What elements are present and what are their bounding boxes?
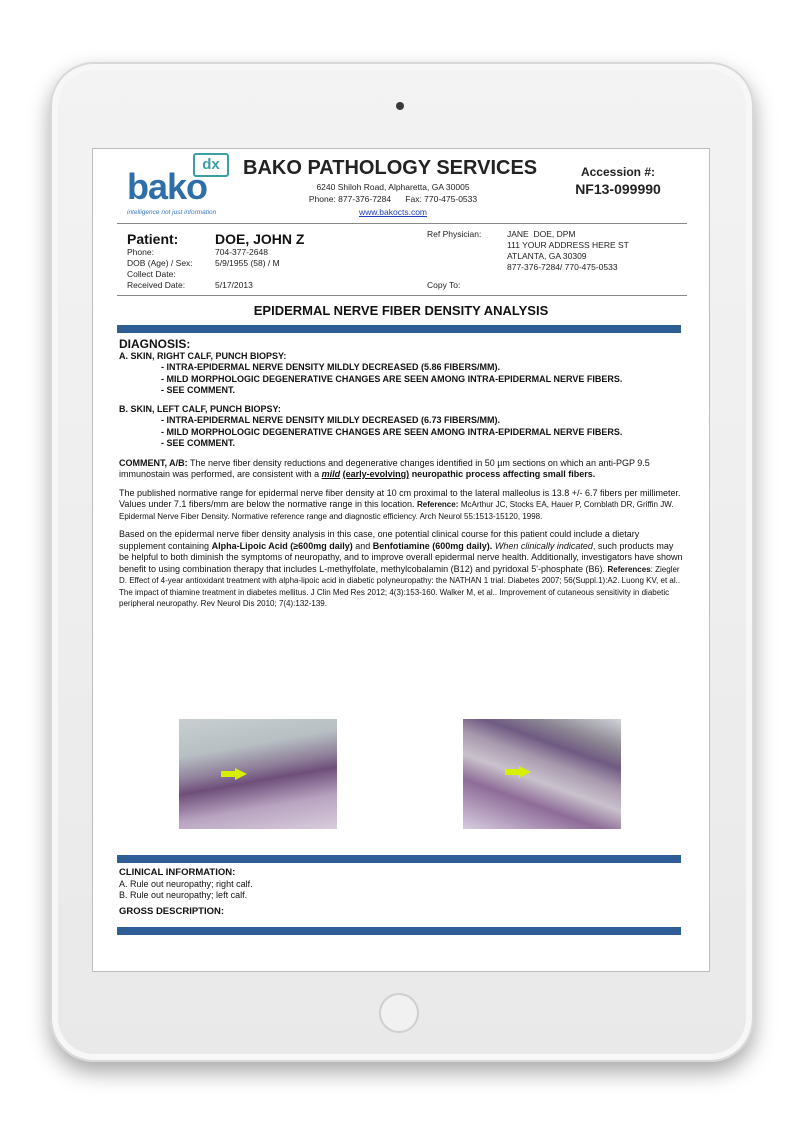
diagnosis-b-line2: - MILD MORPHOLOGIC DEGENERATIVE CHANGES ARE SEEN AMONG INTRA-EPIDERMAL NERVE FIBERS. [161,426,623,437]
clinical-course-benf: Benfotiamine (600mg daily). [372,540,493,551]
report-title: EPIDERMAL NERVE FIBER DENSITY ANALYSIS [253,303,549,318]
received-date-label: Received Date: [127,280,186,290]
title-bar [117,325,681,333]
clinical-course-when: When clinically indicated [494,540,593,551]
normative-ref-label: Reference: [417,500,459,509]
micrograph-left-calf [463,719,621,829]
clinical-info-a: A. Rule out neuropathy; right calf. [119,878,253,889]
diagnosis-a-heading: A. SKIN, RIGHT CALF, PUNCH BIOPSY: [119,350,287,361]
micrograph-right-calf [179,719,337,829]
diagnosis-a-line1: - INTRA-EPIDERMAL NERVE DENSITY MILDLY DECREASED (5.86 FIBERS/MM). [161,362,501,372]
dob-value: 5/9/1955 (58) / M [215,258,280,268]
camera-dot [396,102,404,110]
ref-physician-block [507,229,697,273]
diagnosis-section [119,339,683,610]
clinical-course-paragraph [119,529,683,610]
home-button[interactable] [379,993,419,1033]
address-line: 6240 Shiloh Road, Alpharetta, GA 30005 [316,182,470,192]
phone-label: Phone: [127,247,154,257]
ref-physician-label: Ref Physician: [427,229,482,239]
patient-field-values [215,247,415,291]
gross-description-heading: GROSS DESCRIPTION: [119,905,225,917]
copy-to-label: Copy To: [427,280,461,290]
diagnosis-b-line1: - INTRA-EPIDERMAL NERVE DENSITY MILDLY DECREASED (6.73 FIBERS/MM). [161,415,501,425]
accession-label: Accession #: [580,165,656,179]
normative-text: The published normative range for epidermal nerve fiber density at 10 cm proximal to the lateral malleolus is 13.8 +/- 6.7 fibers per millimeter. Values under 7.1 fibers/mm are below the normative range in this location. [119,487,681,509]
logo-dx-badge: dx [193,153,229,177]
diagnosis-a-line3: - SEE COMMENT. [161,385,236,395]
clinical-info-b: B. Rule out neuropathy; left calf. [119,890,248,900]
phone-fax-line: Phone: 877-376-7284 Fax: 770-475-0533 [308,194,478,204]
clinical-course-and: and [355,540,371,551]
dob-label: DOB (Age) / Sex: [127,258,193,268]
collect-date-label: Collect Date: [127,269,176,279]
report-screen [92,148,710,972]
company-address [243,181,543,205]
ref-physician-phone: 877-376-7284/ 770-475-0533 [507,262,618,272]
patient-field-labels [127,247,217,291]
clinical-bar [117,855,681,863]
comment-text1: The nerve fiber density reductions and degenerative changes identified in 50 µm sections on which an anti-PGP 9.5 immunostain was performed, are consistent with a [119,457,650,479]
diagnosis-b-heading: B. SKIN, LEFT CALF, PUNCH BIOPSY: [119,403,281,414]
comment-early: (early-evolving) [342,469,410,479]
clinical-course-ref: : Ziegler D. Effect of 4-year antioxidant treatment with alpha-lipoic acid in diabetic polyneuropathy: the NATHAN 1 trial. Diabetes 2007; 56(Suppl.1):A2. Luong KV, et al.. The impact of thiamine treatment in diabetes mellitus. J Clin Med Res 2012; 4(3):153-160. Walker M, et al.. Improvement of cutaneous sensitivity in diabetic peripheral neuropathy. Rev Neurol Dis 2010; 7(4):132-139. [119,564,681,608]
comment-paragraph [119,458,683,481]
phone-value: 704-377-2648 [215,247,268,257]
arrow-pointer-icon [235,768,247,780]
normative-paragraph [119,488,683,523]
accession-number: NF13-099990 [575,181,661,197]
diagnosis-a-line2: - MILD MORPHOLOGIC DEGENERATIVE CHANGES ARE SEEN AMONG INTRA-EPIDERMAL NERVE FIBERS. [161,373,623,384]
header-divider [117,223,687,224]
comment-label: COMMENT, A/B: [119,457,188,468]
clinical-course-ala: Alpha-Lipoic Acid (≥600mg daily) [211,540,353,551]
ref-physician-address1: 111 YOUR ADDRESS HERE ST [507,240,629,250]
website-link[interactable]: www.bakocts.com [358,207,428,217]
logo-tagline: intelligence not just information [127,209,217,216]
clinical-course-text2: , such products may be helpful to both diminish the symptoms of neuropathy, and to improve overall epidermal nerve health. Additionally, investigators have shown benefit to using combination therapy that includes L-methylfolate, methylcobalamin (B12) and pyridoxal 5'-phosphate (B6). [119,540,683,574]
normative-ref: McArthur JC, Stocks EA, Hauer P, Cornblath DR, Griffin JW. Epidermal Nerve Fiber Density. Normative reference range and diagnostic efficiency. Arch Neurol 55:1513-15120, 1998. [119,500,674,521]
logo-wordmark: bako [127,166,208,207]
comment-text2: neuropathic process affecting small fibers. [411,469,596,479]
patient-name: DOE, JOHN Z [215,231,305,247]
received-date-value: 5/17/2013 [215,280,253,290]
clinical-info-heading: CLINICAL INFORMATION: [119,867,236,878]
arrow-pointer-icon [519,766,531,778]
company-name: BAKO PATHOLOGY SERVICES [243,157,538,179]
arrow-shaft [505,769,519,775]
ref-physician-address2: ATLANTA, GA 30309 [507,251,587,261]
collect-date-value [215,269,415,280]
ref-physician-name: JANE DOE, DPM [507,229,576,239]
clinical-course-text1: Based on the epidermal nerve fiber density analysis in this case, one potential clinical course for this patient could include a dietary supplement containing [119,529,640,551]
diagnosis-b-line3: - SEE COMMENT. [161,438,236,448]
clinical-info-section [119,867,683,917]
gross-bar [117,927,681,935]
patient-label: Patient: [127,231,179,247]
arrow-shaft [221,771,235,777]
clinical-course-ref-label: References [607,564,651,574]
diagnosis-heading: DIAGNOSIS: [119,337,191,351]
comment-mild: mild [321,469,341,479]
patient-divider [117,295,687,296]
